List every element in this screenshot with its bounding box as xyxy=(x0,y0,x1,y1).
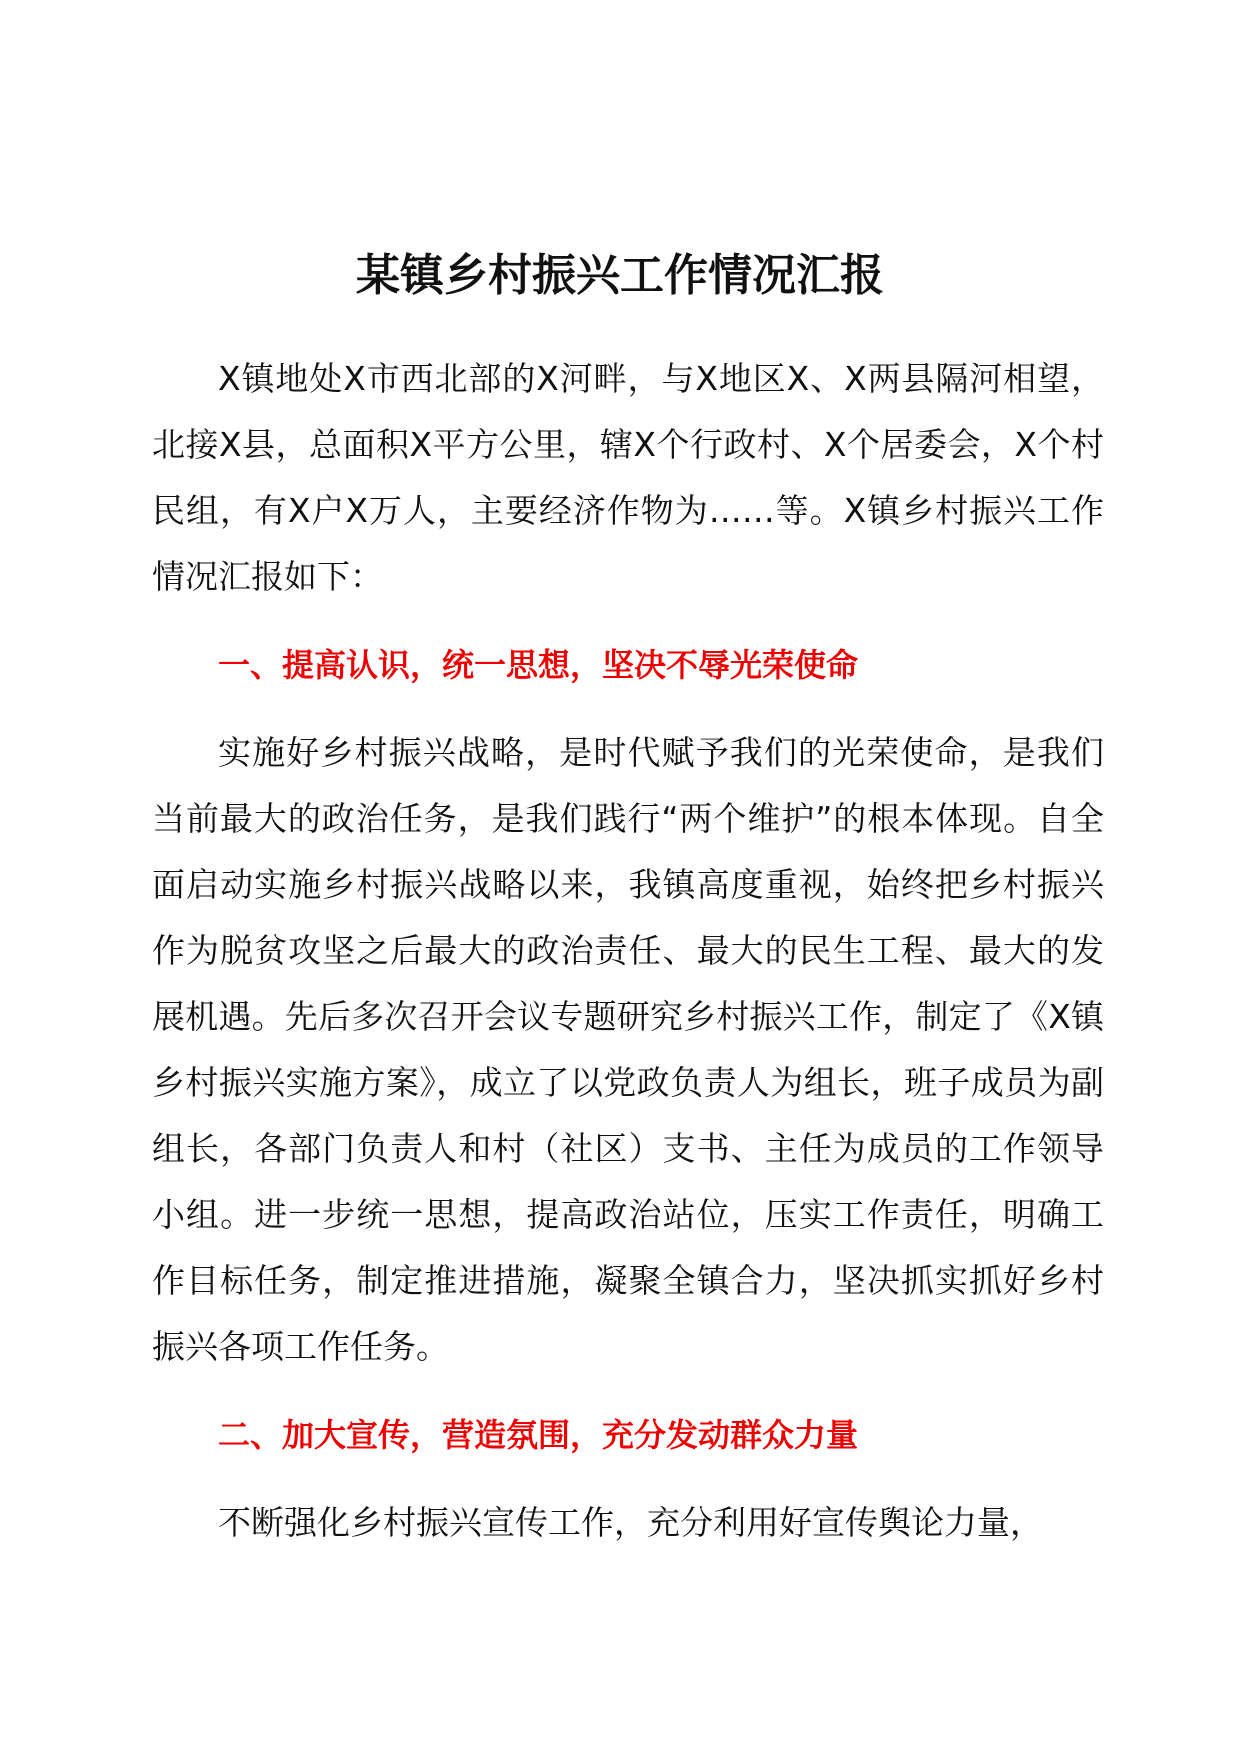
section-paragraph-1: 实施好乡村振兴战略，是时代赋予我们的光荣使命，是我们当前最大的政治任务，是我们践行“两个维护”的根本体现。自全面启动实施乡村振兴战略以来，我镇高度重视，始终把乡村振兴作为脱贫攻坚之后最大的政治责任、最大的民生工程、最大的发展机遇。先后多次召开会议专题研究乡村振兴工作，制定了《X镇乡村振兴实施方案》，成立了以党政负责人为组长，班子成员为副组长，各部门负责人和村（社区）支书、主任为成员的工作领导小组。进一步统一思想，提高政治站位，压实工作责任，明确工作目标任务，制定推进措施，凝聚全镇合力，坚决抓实抓好乡村振兴各项工作任务。 xyxy=(152,733,1104,1366)
document-title: 某镇乡村振兴工作情况汇报 xyxy=(356,250,884,301)
section-paragraph-2: 不断强化乡村振兴宣传工作，充分利用好宣传舆论力量， xyxy=(218,1503,1043,1542)
intro-paragraph: X镇地处X市西北部的X河畔，与X地区X、X两县隔河相望，北接X县，总面积X平方公里，辖X个行政村、X个居委会，X个村民组，有X户X万人，主要经济作物为……等。X镇乡村振兴工作情况汇报如下： xyxy=(152,359,1104,596)
section-heading-2: 二、加大宣传，营造氛围，充分发动群众力量 xyxy=(218,1416,859,1454)
document-body xyxy=(152,346,1104,1556)
section-heading-1: 一、提高认识，统一思想，坚决不辱光荣使命 xyxy=(218,646,859,684)
